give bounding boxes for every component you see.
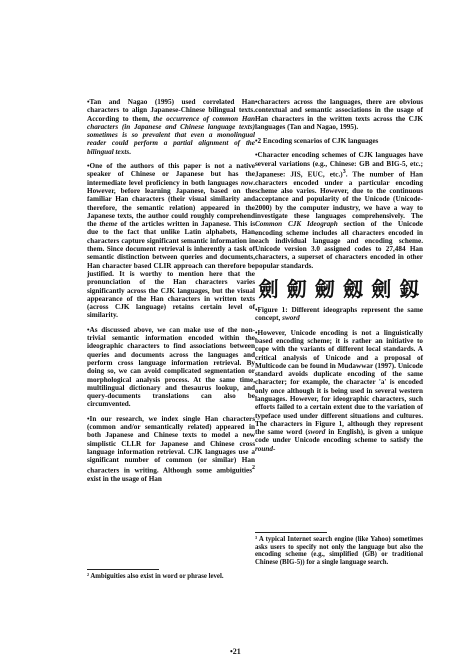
text-run: •Character encoding schemes of CJK languages have several variations (e.g., Chinese: GB and BIG-5, etc.; Japanese: JIS, EUC, etc.) [255, 151, 423, 179]
text-run: . [129, 147, 131, 156]
text-run: exist in the usage of Han [87, 475, 162, 484]
footnote-right: ³ A typical Internet search engine (like Yahoo) sometimes asks users to specify not only the language but also the encoding scheme (e.g., simplified (GB) or traditional Chinese (BIG-5)) for a single language search. [255, 536, 423, 566]
ideograph-glyph: 劒 [314, 277, 335, 302]
text-run: . However, before learning Japanese, based on the familiar Han characters (their visual similarity and therefore, the semantic relation) appeared in the Japanese texts, the author could roughly comprehend the [87, 178, 255, 229]
section-heading: •2 Encoding scenarios of CJK languages [255, 137, 379, 146]
page-number: •21 [230, 647, 241, 656]
ideograph-glyph: 劍 [371, 277, 392, 302]
italic-text: sword [282, 314, 300, 323]
text-run: •However, Unicode encoding is not a linguistically based encoding scheme; it is rather an initiative to cope with the variants of different local standards. A critical analysis of Unicode and a proposal of Multicode can be found in Mudawwar (1997). Unicode standard avoids duplicate encoding of the same character; for example, the character 'a' is encoded only once although it is being used in several western languages. However, for ideographic characters, such efforts failed to a certain extent due to the variation of typeface used under different situations and cultures. The characters in Figure 1, although they represent the same word ( [255, 328, 423, 437]
paragraph [87, 162, 255, 320]
ideograph-glyph: 劍 [258, 277, 279, 302]
text-run: •Figure 1: Different ideographs represent the same concept, [255, 306, 423, 323]
figure-1-ideographs [255, 278, 423, 300]
footnote-marker: 3 [342, 169, 346, 176]
right-column [255, 98, 423, 459]
ideograph-glyph: 釼 [399, 277, 420, 302]
paragraph [87, 415, 255, 484]
paragraph: •characters across the languages, there are obvious contextual and semantic associations in the usage of Han characters in the written texts across the CJK languages (Tan and Nagao, 1995). [255, 98, 423, 131]
footnote-left: ² Ambiguities also exist in word or phrase level. [87, 573, 224, 580]
text-run: •In our research, we index single Han characters (common and/or semantically related) appeared in both Japanese and Chinese texts to model a new simplistic CLLR for Japanese and Chinese cross language information retrieval. CJK languages use a significant number of common (or similar) Han characters in writing. Although some ambiguities [87, 414, 255, 475]
italic-text: the occurrence of common Han characters (in Japanese and Chinese language texts) sometimes is so prevalent that even a monolingual reader could perform a partial alignment of the bilingual texts [87, 114, 256, 156]
text-run: of the articles written in Japanese. This is due to the fact that unlike Latin alphabets, Han characters capture significant semantic information in them. Since document retrieval is inherently a task of semantic distinction between queries and documents, Han character based CLIR approach can therefore be justified. It is worthy to mention here that the pronunciation of the Han characters varies significantly across the CJK languages, but the visual appearance of the Han characters in written texts (across CJK language) retains certain level of similarity. [87, 220, 255, 320]
italic-text: sword [307, 428, 326, 437]
left-column [87, 98, 255, 489]
figure-caption [255, 306, 423, 323]
paragraph [255, 329, 423, 453]
italic-text: round [255, 444, 273, 453]
footnote-marker: 2 [252, 465, 255, 472]
text-run: in English), is given a unique code under Unicode encoding scheme to satisfy the [255, 428, 423, 445]
text-run: - [272, 444, 276, 453]
ideograph-glyph: 劎 [286, 277, 307, 302]
footnote-divider [87, 569, 159, 570]
ideograph-glyph: 劔 [343, 277, 364, 302]
text-run: •One of the authors of this paper is not a native speaker of Chinese or Japanese but has the intermediate level proficiency in both languages [87, 162, 255, 187]
text-run: •Tan and Nagao (1995) used correlated Han characters to align Japanese-Chinese bilingual texts. According to them, [87, 98, 255, 123]
text-run: . The number of Han characters encoded under a particular encoding scheme also varies. However, due to the continuous acceptance and popularity of the Unicode (Unicode-2000) by the computer industry, we have a way to investigate these languages comprehensively. The [255, 170, 424, 220]
paragraph [87, 98, 255, 156]
italic-text: theme [99, 220, 118, 229]
text-run: section of the Unicode encoding scheme includes all characters encoded in each individual language and encoding scheme. Unicode version 3.0 assigned codes to 27,484 Han characters, a superset of characters encoded in other popular standards. [255, 220, 423, 270]
italic-text: Common CJK Ideograph [255, 220, 338, 229]
paragraph: •As discussed above, we can make use of the non-trivial semantic information encoded within the ideographic characters to find associations between queries and documents across the languages and perform cross language information retrieval. By doing so, we can avoid complicated segmentation or morphological analysis process. At the same time, multilingual dictionary and thesaurus lookup, and query-documents translations can also be circumvented. [87, 325, 255, 409]
italic-text: now [240, 178, 254, 187]
paragraph [255, 151, 423, 270]
footnote-divider [255, 532, 327, 533]
